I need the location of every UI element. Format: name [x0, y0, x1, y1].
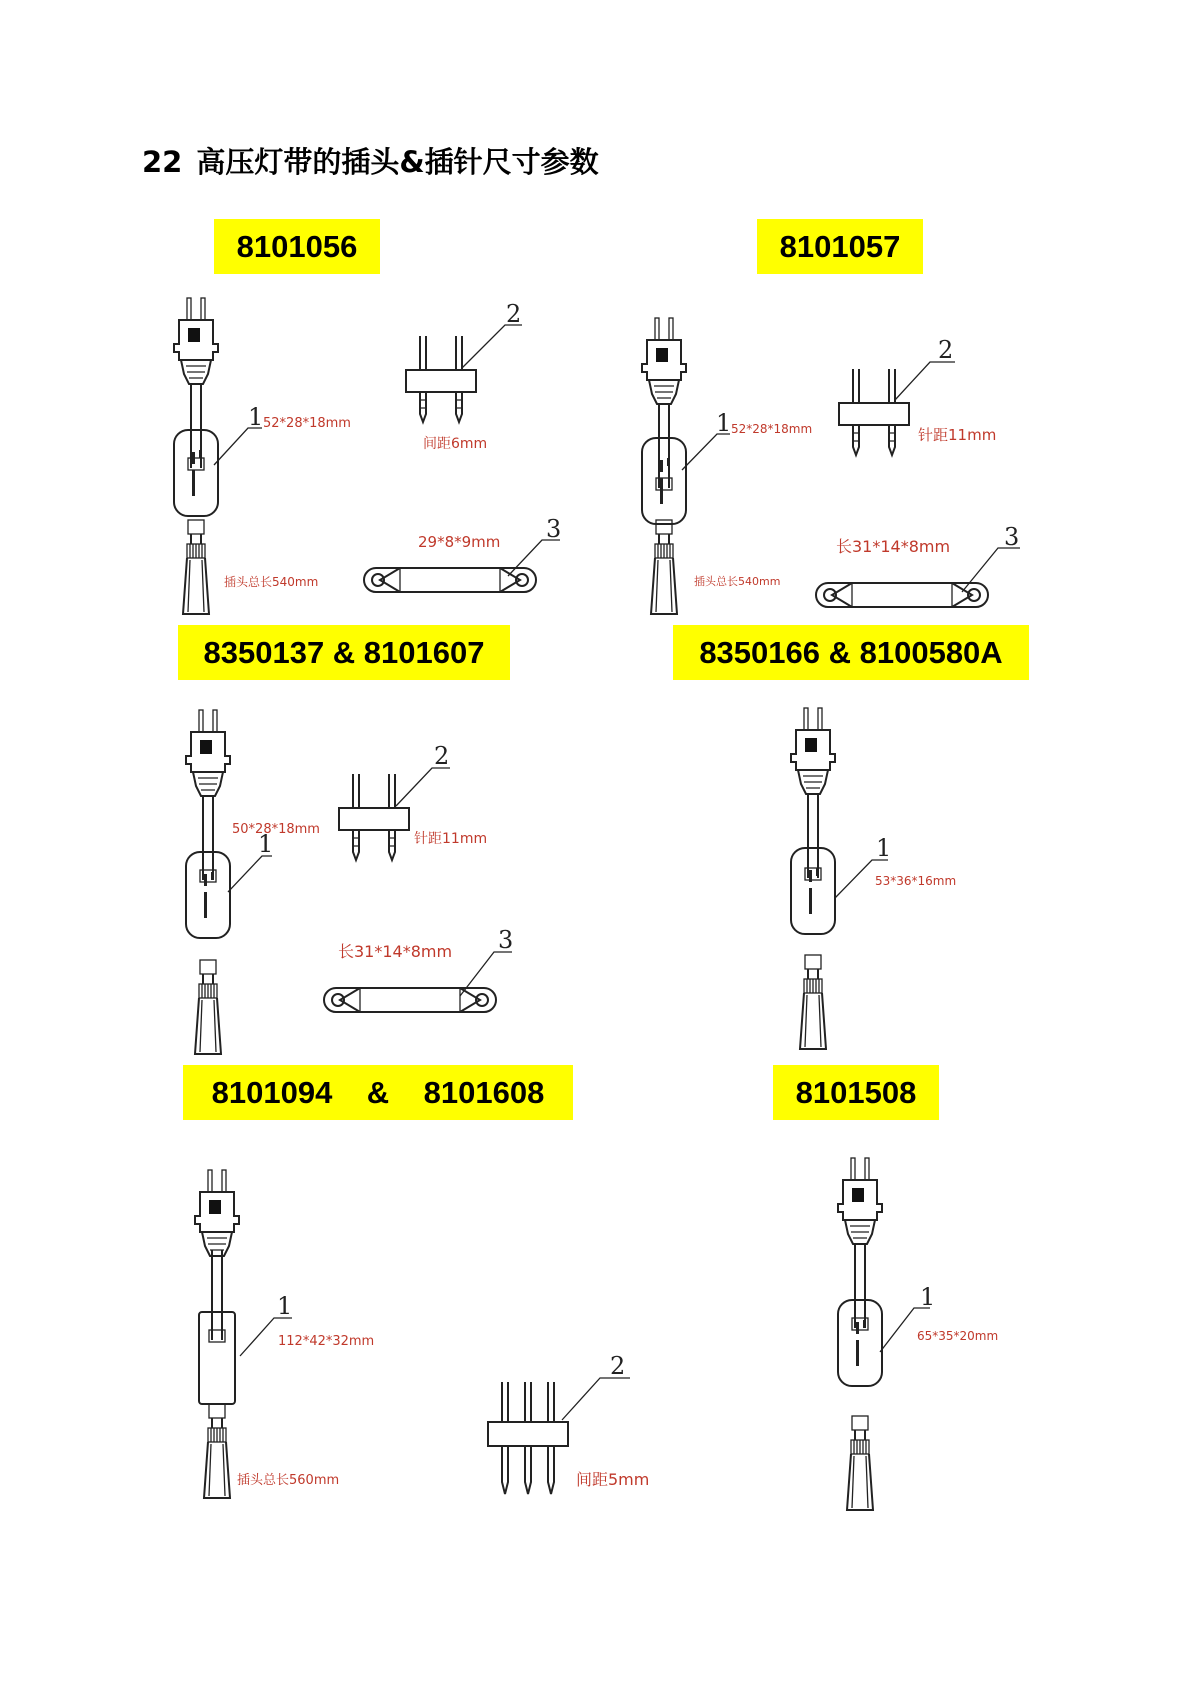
- plug-icon: [791, 708, 835, 880]
- pin-spacing: 针距11mm: [918, 426, 997, 444]
- controller-box-icon: [838, 1300, 882, 1386]
- connector-tail-icon: [183, 520, 209, 614]
- drawing-8101508: [838, 1158, 998, 1510]
- pin-spacing: 间距6mm: [423, 436, 488, 452]
- controller-box-icon: [642, 438, 686, 524]
- product-label-8101057: 8101057: [757, 219, 923, 274]
- connector-tail-icon: [204, 1404, 230, 1498]
- controller-box-icon: [186, 852, 230, 938]
- pin-icon: [406, 336, 476, 422]
- callout-1: 1: [248, 403, 264, 431]
- box-size: 53*36*16mm: [875, 874, 957, 888]
- drawing-8350166: [791, 708, 956, 1049]
- connector-tail-icon: [847, 1416, 873, 1510]
- clip-icon: [816, 583, 988, 607]
- clip-size: 长31*14*8mm: [836, 537, 951, 556]
- product-label-8101056: 8101056: [214, 219, 380, 274]
- box-size: 50*28*18mm: [232, 822, 320, 837]
- box-size: 52*28*18mm: [731, 422, 813, 436]
- drawing-8101056: [174, 298, 561, 614]
- pin-icon: [488, 1382, 568, 1494]
- callout-2: 2: [506, 300, 522, 328]
- pin-spacing: 间距5mm: [576, 1470, 650, 1489]
- callout-1: 1: [258, 830, 274, 858]
- section-title: 高压灯带的插头&插针尺寸参数: [196, 145, 599, 179]
- plug-icon: [642, 318, 686, 490]
- box-size: 65*35*20mm: [917, 1329, 999, 1343]
- connector-tail-icon: [651, 520, 677, 614]
- callout-3: 3: [498, 926, 514, 954]
- connector-tail-icon: [800, 955, 826, 1049]
- callout-2: 2: [610, 1352, 626, 1380]
- product-label-8101508: 8101508: [773, 1065, 939, 1120]
- callout-1: 1: [920, 1283, 936, 1311]
- product-label-8101094: 8101094 & 8101608: [183, 1065, 573, 1120]
- callout-3: 3: [1004, 523, 1020, 551]
- controller-box-icon: [791, 848, 835, 934]
- controller-box-icon: [174, 430, 218, 516]
- plug-icon: [186, 710, 230, 882]
- box-size: 112*42*32mm: [278, 1334, 375, 1349]
- clip-icon: [364, 568, 536, 592]
- pin-spacing: 针距11mm: [414, 831, 488, 847]
- callout-1: 1: [876, 834, 892, 862]
- callout-2: 2: [938, 336, 954, 364]
- box-size: 52*28*18mm: [263, 416, 351, 431]
- callout-3: 3: [546, 515, 562, 543]
- plug-icon: [174, 298, 218, 470]
- plug-icon: [838, 1158, 882, 1330]
- total-length: 插头总长560mm: [237, 1473, 340, 1488]
- drawing-8101094: [195, 1170, 649, 1498]
- callout-1: 1: [716, 409, 732, 437]
- clip-size: 长31*14*8mm: [338, 942, 453, 961]
- pin-icon: [839, 369, 909, 455]
- drawing-8101057: [642, 318, 1020, 614]
- clip-icon: [324, 988, 496, 1012]
- product-label-8350137: 8350137 & 8101607: [178, 625, 510, 680]
- plug-icon: [195, 1170, 239, 1342]
- controller-box-icon: [199, 1312, 235, 1404]
- total-length: 插头总长540mm: [224, 575, 319, 589]
- callout-2: 2: [434, 742, 450, 770]
- total-length: 插头总长540mm: [694, 575, 781, 588]
- connector-tail-icon: [195, 960, 221, 1054]
- clip-size: 29*8*9mm: [418, 533, 501, 551]
- callout-1: 1: [277, 1292, 293, 1320]
- pin-icon: [339, 774, 409, 860]
- section-number: 22: [142, 145, 183, 179]
- product-label-8350166: 8350166 & 8100580A: [673, 625, 1029, 680]
- drawing-8350137: [186, 710, 513, 1054]
